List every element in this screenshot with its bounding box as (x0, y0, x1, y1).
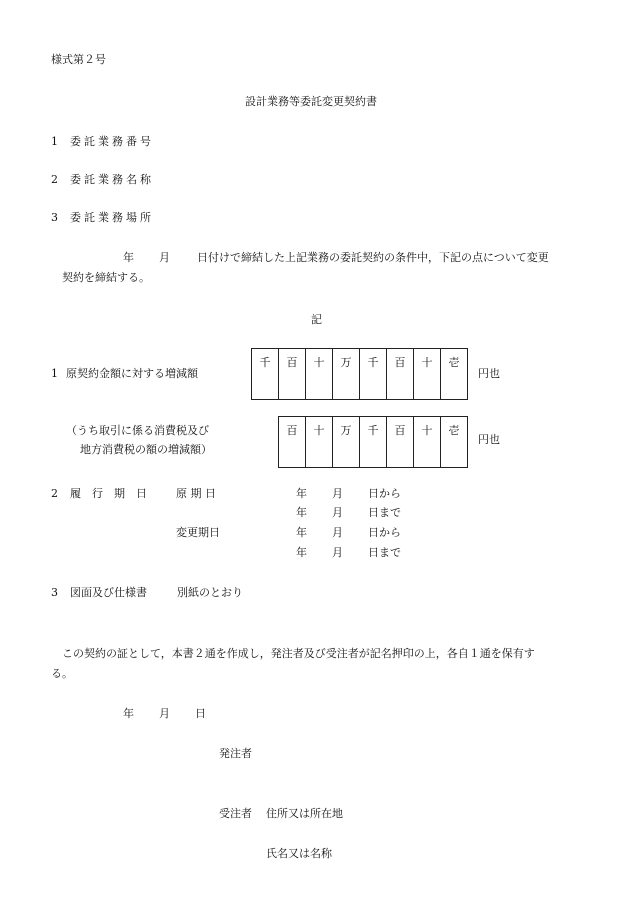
drawings-number: 3 (51, 586, 58, 599)
changed-to-year: 年 (296, 546, 307, 559)
contractor-name-label: 氏名又は名称 (266, 847, 332, 860)
period-number: 2 (51, 487, 58, 500)
original-to-day: 日まで (368, 506, 401, 519)
original-from-month: 月 (332, 487, 343, 500)
original-from-year: 年 (296, 487, 307, 500)
changed-date-label: 変更期日 (176, 526, 220, 539)
tax-unit-cell[interactable]: 千 (360, 417, 387, 468)
changed-to-month: 月 (332, 546, 343, 559)
amount-unit-cell[interactable]: 万 (333, 349, 360, 400)
intro-month: 月 (159, 251, 170, 264)
amount-unit-cell[interactable]: 十 (414, 349, 441, 400)
changed-from-month: 月 (332, 526, 343, 539)
amount-unit-cell[interactable]: 百 (387, 349, 414, 400)
item-1-number: 1 (51, 135, 58, 148)
closing-line1: この契約の証として，本書２通を作成し，発注者及び受注者が記名押印の上，各自１通を保有す (62, 647, 535, 660)
changed-from-day: 日から (368, 526, 401, 539)
item-3-label: 委託業務場所 (70, 211, 154, 224)
amount-unit-cell[interactable]: 千 (252, 349, 279, 400)
date-day: 日 (195, 707, 206, 720)
tax-unit-cell[interactable]: 百 (387, 417, 414, 468)
drawings-label: 図面及び仕様書 (70, 586, 147, 599)
tax-table (278, 416, 468, 468)
closing-line2: る。 (51, 667, 73, 680)
intro-year: 年 (123, 251, 134, 264)
amount-number: 1 (51, 367, 58, 380)
tax-unit-cell[interactable]: 十 (414, 417, 441, 468)
ki-heading: 記 (311, 313, 322, 326)
changed-to-day: 日まで (368, 546, 401, 559)
intro-text-line2: 契約を締結する。 (62, 271, 150, 284)
drawings-value: 別紙のとおり (177, 586, 243, 599)
intro-text-line1: 日付けで締結した上記業務の委託契約の条件中，下記の点について変更 (197, 251, 549, 264)
contractor-address-label: 住所又は所在地 (266, 807, 343, 820)
tax-unit-cell[interactable]: 十 (306, 417, 333, 468)
amount-label: 原契約金額に対する増減額 (66, 367, 198, 380)
tax-suffix: 円也 (478, 433, 500, 446)
tax-label-line2: 地方消費税の額の増減額） (80, 443, 212, 456)
tax-label-line1: （うち取引に係る消費税及び (66, 424, 209, 437)
amount-unit-cell[interactable]: 壱 (441, 349, 468, 400)
date-month: 月 (159, 707, 170, 720)
original-date-label: 原 期 日 (176, 487, 216, 500)
date-year: 年 (123, 707, 134, 720)
amount-unit-cell[interactable]: 十 (306, 349, 333, 400)
item-3-number: 3 (51, 211, 58, 224)
original-to-month: 月 (332, 506, 343, 519)
amount-unit-cell[interactable]: 百 (279, 349, 306, 400)
tax-unit-cell[interactable]: 壱 (441, 417, 468, 468)
amount-unit-cell[interactable]: 千 (360, 349, 387, 400)
form-number: 様式第２号 (51, 53, 106, 66)
changed-from-year: 年 (296, 526, 307, 539)
tax-unit-cell[interactable]: 万 (333, 417, 360, 468)
contractor-label: 受注者 (219, 807, 252, 820)
original-to-year: 年 (296, 506, 307, 519)
item-2-number: 2 (51, 173, 58, 186)
orderer-label: 発注者 (219, 747, 252, 760)
page-title: 設計業務等委託変更契約書 (245, 95, 377, 108)
item-2-label: 委託業務名称 (70, 173, 154, 186)
item-1-label: 委託業務番号 (70, 135, 154, 148)
amount-suffix: 円也 (478, 367, 500, 380)
period-label: 履 行 期 日 (70, 487, 147, 500)
amount-table (251, 348, 468, 400)
tax-unit-cell[interactable]: 百 (279, 417, 306, 468)
original-from-day: 日から (368, 487, 401, 500)
